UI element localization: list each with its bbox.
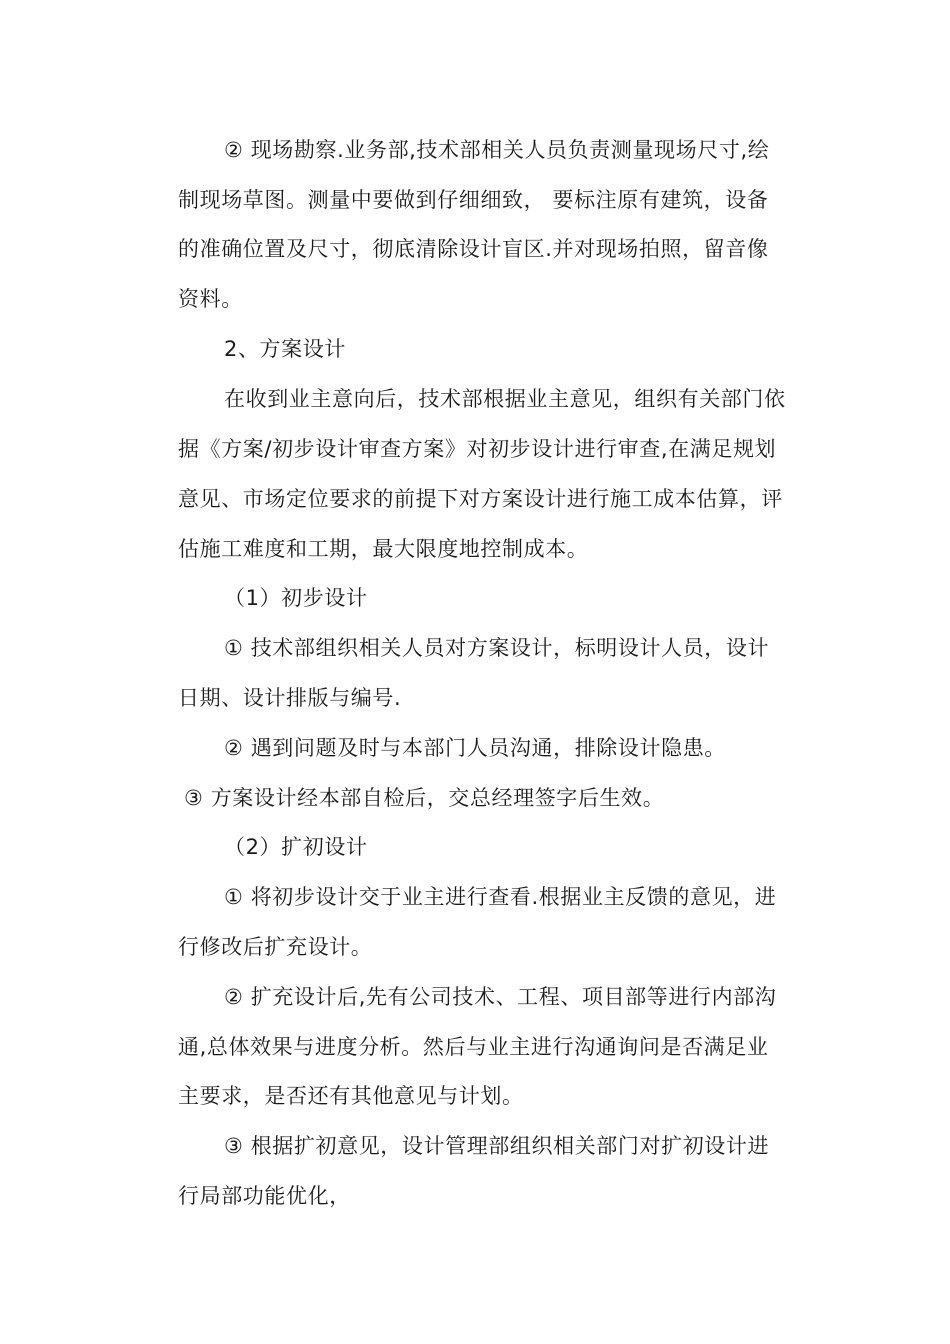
text-line: ① 将初步设计交于业主进行查看.根据业主反馈的意见，进 — [224, 885, 777, 909]
text-line: 行修改后扩充设计。 — [178, 935, 373, 959]
subsection-heading: （1）初步设计 — [224, 586, 368, 610]
text-line: ③ 方案设计经本部自检后，交总经理签字后生效。 — [184, 786, 665, 810]
text-line: 资料。 — [178, 287, 243, 311]
text-line: 主要求，是否还有其他意见与计划。 — [178, 1084, 524, 1108]
text-line: 行局部功能优化， — [178, 1184, 351, 1208]
text-line: ② 遇到问题及时与本部门人员沟通，排除设计隐患。 — [224, 736, 726, 760]
text-line: 通,总体效果与进度分析。然后与业主进行沟通询问是否满足业 — [178, 1035, 769, 1059]
text-line: 在收到业主意向后，技术部根据业主意见，组织有关部门依 — [224, 387, 786, 411]
text-line: 估施工难度和工期，最大限度地控制成本。 — [178, 537, 589, 561]
text-line: 意见、市场定位要求的前提下对方案设计进行施工成本估算，评 — [178, 487, 783, 511]
text-line: ① 技术部组织相关人员对方案设计，标明设计人员，设计 — [224, 636, 770, 660]
text-line: 制现场草图。测量中要做到仔细细致， 要标注原有建筑，设备 — [178, 188, 769, 212]
text-line: 据《方案/初步设计审查方案》对初步设计进行审查,在满足规划 — [178, 437, 777, 461]
text-line: ② 现场勘察.业务部,技术部相关人员负责测量现场尺寸,绘 — [224, 138, 770, 162]
text-line: 日期、设计排版与编号. — [178, 686, 402, 710]
text-line: 的准确位置及尺寸，彻底清除设计盲区.并对现场拍照，留音像 — [178, 237, 769, 261]
section-heading: 2、方案设计 — [224, 337, 346, 361]
text-line: ③ 根据扩初意见，设计管理部组织相关部门对扩初设计进 — [224, 1134, 770, 1158]
text-line: ② 扩充设计后,先有公司技术、工程、项目部等进行内部沟 — [224, 985, 777, 1009]
subsection-heading: （2）扩初设计 — [224, 835, 368, 859]
